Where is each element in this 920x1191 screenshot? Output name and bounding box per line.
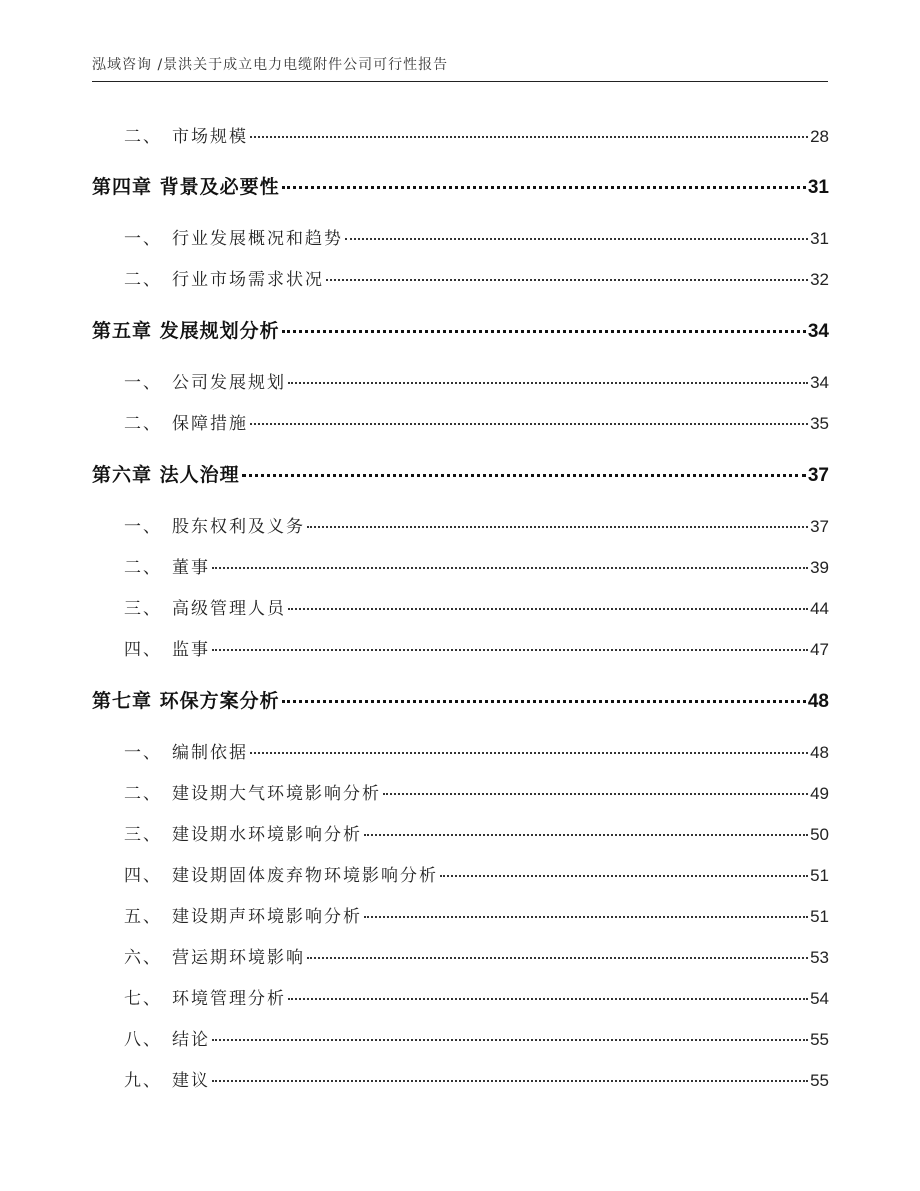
- toc-dot-leader: [440, 875, 808, 877]
- toc-entry-title: 股东权利及义务: [172, 517, 305, 537]
- toc-section-entry[interactable]: [92, 224, 829, 249]
- toc-dot-leader: [326, 279, 808, 281]
- toc-page-number: 37: [807, 465, 829, 486]
- toc-dot-leader: [288, 998, 808, 1000]
- toc-page-number: 49: [810, 784, 829, 803]
- toc-chapter-entry[interactable]: [92, 316, 829, 343]
- toc-entry-number: 三、: [124, 599, 162, 619]
- toc-section-entry[interactable]: [92, 553, 829, 578]
- toc-dot-leader: [288, 382, 808, 384]
- toc-page-number: 55: [810, 1030, 829, 1049]
- toc-entry-title: 高级管理人员: [172, 599, 286, 619]
- toc-dot-leader: [212, 567, 808, 569]
- page-header: [92, 52, 828, 82]
- toc-section-entry[interactable]: [92, 738, 829, 763]
- toc-entry-title: 保障措施: [172, 414, 248, 434]
- toc-page-number: 31: [810, 229, 829, 248]
- toc-section-entry[interactable]: [92, 594, 829, 619]
- toc-entry-title: 编制依据: [172, 743, 248, 763]
- toc-dot-leader: [242, 474, 806, 477]
- toc-entry-title: 第五章 发展规划分析: [92, 320, 280, 342]
- toc-entry-number: 二、: [124, 784, 162, 804]
- toc-entry-title: 建议: [172, 1071, 210, 1091]
- toc-entry-number: 一、: [124, 373, 162, 393]
- toc-section-entry[interactable]: [92, 1066, 829, 1091]
- toc-chapter-entry[interactable]: [92, 686, 829, 713]
- toc-dot-leader: [364, 916, 808, 918]
- toc-entry-title: 建设期大气环境影响分析: [172, 784, 381, 804]
- toc-entry-number: 五、: [124, 907, 162, 927]
- header-text: 泓域咨询 /景洪关于成立电力电缆附件公司可行性报告: [92, 57, 449, 73]
- toc-section-entry[interactable]: [92, 409, 829, 434]
- toc-page-number: 54: [810, 989, 829, 1008]
- toc-page-number: 53: [810, 948, 829, 967]
- toc-entry-title: 监事: [172, 640, 210, 660]
- toc-entry-title: 第七章 环保方案分析: [92, 690, 280, 712]
- toc-dot-leader: [282, 700, 806, 703]
- toc-dot-leader: [282, 330, 806, 333]
- toc-page-number: 34: [810, 373, 829, 392]
- toc-entry-number: 七、: [124, 989, 162, 1009]
- toc-section-entry[interactable]: [92, 820, 829, 845]
- toc-entry-number: 八、: [124, 1030, 162, 1050]
- toc-entry-title: 第四章 背景及必要性: [92, 176, 280, 198]
- toc-dot-leader: [307, 526, 808, 528]
- toc-section-entry[interactable]: [92, 984, 829, 1009]
- toc-section-entry[interactable]: [92, 1025, 829, 1050]
- toc-entry-title: 行业发展概况和趋势: [172, 229, 343, 249]
- toc-entry-title: 董事: [172, 558, 210, 578]
- toc-entry-number: 二、: [124, 558, 162, 578]
- toc-entry-title: 公司发展规划: [172, 373, 286, 393]
- toc-dot-leader: [364, 834, 808, 836]
- toc-section-entry[interactable]: [92, 512, 829, 537]
- toc-section-entry[interactable]: [92, 635, 829, 660]
- toc-dot-leader: [307, 957, 808, 959]
- toc-dot-leader: [212, 1039, 808, 1041]
- toc-section-entry[interactable]: [92, 265, 829, 290]
- toc-page-number: 32: [810, 270, 829, 289]
- toc-dot-leader: [345, 238, 808, 240]
- toc-entry-title: 营运期环境影响: [172, 948, 305, 968]
- toc-page-number: 37: [810, 517, 829, 536]
- toc-page-number: 48: [810, 743, 829, 762]
- toc-dot-leader: [288, 608, 808, 610]
- toc-page-number: 35: [810, 414, 829, 433]
- toc-entry-number: 二、: [124, 414, 162, 434]
- toc-entry-number: 二、: [124, 270, 162, 290]
- toc-page-number: 44: [810, 599, 829, 618]
- toc-entry-title: 建设期水环境影响分析: [172, 825, 362, 845]
- toc-section-entry[interactable]: [92, 943, 829, 968]
- toc-entry-title: 结论: [172, 1030, 210, 1050]
- toc-section-entry[interactable]: [92, 902, 829, 927]
- toc-entry-number: 一、: [124, 517, 162, 537]
- toc-dot-leader: [282, 186, 806, 189]
- toc-section-entry[interactable]: [92, 122, 829, 147]
- toc-entry-title: 行业市场需求状况: [172, 270, 324, 290]
- toc-entry-number: 四、: [124, 866, 162, 886]
- toc-section-entry[interactable]: [92, 368, 829, 393]
- toc-entry-number: 六、: [124, 948, 162, 968]
- toc-entry-number: 九、: [124, 1071, 162, 1091]
- toc-entry-number: 四、: [124, 640, 162, 660]
- toc-page-number: 39: [810, 558, 829, 577]
- toc-entry-title: 环境管理分析: [172, 989, 286, 1009]
- toc-page-number: 28: [810, 127, 829, 146]
- toc-chapter-entry[interactable]: [92, 172, 829, 199]
- toc-dot-leader: [212, 1080, 808, 1082]
- toc-page-number: 55: [810, 1071, 829, 1090]
- toc-section-entry[interactable]: [92, 779, 829, 804]
- toc-dot-leader: [250, 423, 808, 425]
- toc-page-number: 51: [810, 866, 829, 885]
- toc-entry-number: 三、: [124, 825, 162, 845]
- toc-page-number: 51: [810, 907, 829, 926]
- toc-entry-title: 第六章 法人治理: [92, 464, 240, 486]
- toc-page-number: 34: [807, 321, 829, 342]
- toc-chapter-entry[interactable]: [92, 460, 829, 487]
- toc-dot-leader: [383, 793, 808, 795]
- toc-section-entry[interactable]: [92, 861, 829, 886]
- toc-entry-number: 一、: [124, 743, 162, 763]
- toc-dot-leader: [250, 752, 808, 754]
- toc-page-number: 47: [810, 640, 829, 659]
- toc-entry-number: 一、: [124, 229, 162, 249]
- toc-entry-title: 建设期声环境影响分析: [172, 907, 362, 927]
- toc-page-number: 48: [807, 691, 829, 712]
- toc-entry-title: 建设期固体废弃物环境影响分析: [172, 866, 438, 886]
- toc-dot-leader: [250, 136, 808, 138]
- toc-entry-title: 市场规模: [172, 127, 248, 147]
- toc-page-number: 31: [807, 177, 829, 198]
- toc-page-number: 50: [810, 825, 829, 844]
- toc-dot-leader: [212, 649, 808, 651]
- toc-entry-number: 二、: [124, 127, 162, 147]
